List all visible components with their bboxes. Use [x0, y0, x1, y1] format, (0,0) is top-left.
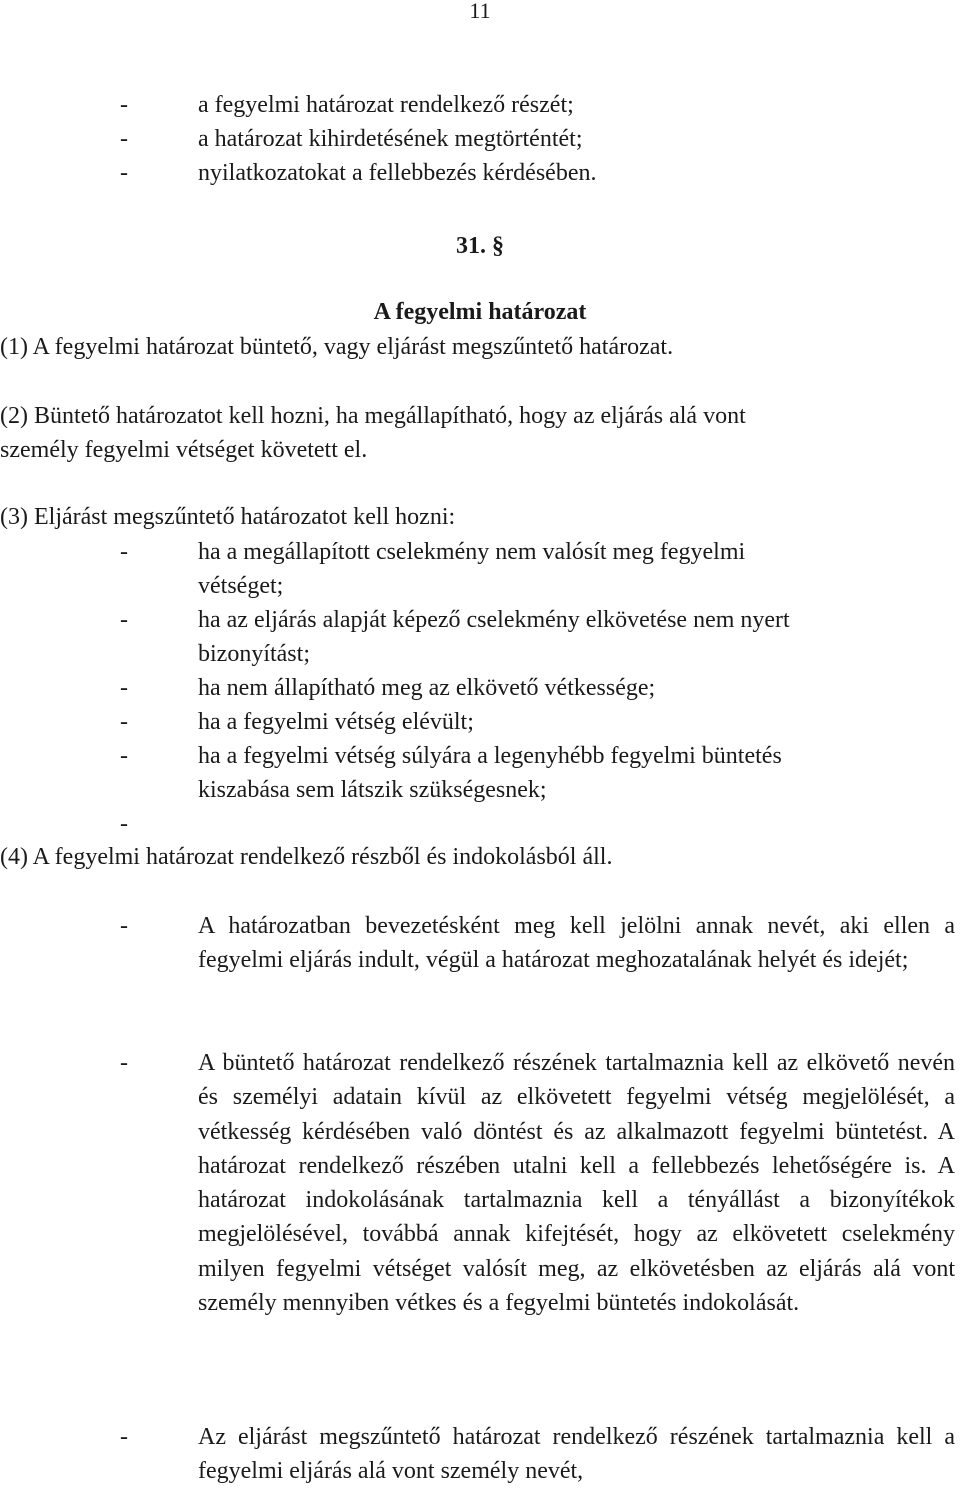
list-item-line: ha a fegyelmi vétség elévült; — [198, 709, 474, 735]
list-item-line: ha a megállapított cselekmény nem valósít meg fegyelmi — [198, 539, 746, 565]
list-item-line: ha az eljárás alapját képező cselekmény elkövetése nem nyert — [198, 607, 790, 633]
list-item-line: ha a fegyelmi vétség súlyára a legenyhébb fegyelmi büntetés — [198, 743, 782, 769]
list-item-block: Az eljárást megszűntető határozat rendelkező részének tartalmaznia kell a fegyelmi eljárás alá vont személy nevét, — [198, 1424, 955, 1485]
list-dash: - — [120, 1050, 128, 1076]
list-dash: - — [120, 1424, 128, 1450]
section-title: A fegyelmi határozat — [373, 299, 587, 325]
paragraph-2-line-1: (2) Büntető határozatot kell hozni, ha megállapítható, hogy az eljárás alá vont — [0, 403, 746, 429]
section-number: 31. § — [456, 233, 504, 259]
list-dash: - — [120, 92, 128, 118]
list-dash: - — [120, 709, 128, 735]
list-dash: - — [120, 539, 128, 565]
list-dash: - — [120, 607, 128, 633]
list-item-block: A határozatban bevezetésként meg kell jelölni annak nevét, aki ellen a fegyelmi eljárás indult, végül a határozat meghozatalának helyét és idejét; — [198, 913, 955, 974]
paragraph-1: (1) A fegyelmi határozat büntető, vagy eljárást megszűntető határozat. — [0, 334, 674, 360]
list-dash: - — [120, 675, 128, 701]
list-item-line: bizonyítást; — [198, 641, 310, 667]
paragraph-3-intro: (3) Eljárást megszűntető határozatot kell hozni: — [0, 504, 456, 530]
list-item-line: vétséget; — [198, 573, 284, 599]
page-number: 11 — [469, 0, 491, 23]
list-dash-empty: - — [120, 811, 128, 837]
paragraph-2-line-2: személy fegyelmi vétséget követett el. — [0, 437, 368, 463]
list-item: a határozat kihirdetésének megtörténtét; — [198, 126, 583, 152]
paragraph-4: (4) A fegyelmi határozat rendelkező részből és indokolásból áll. — [0, 844, 613, 870]
list-item: a fegyelmi határozat rendelkező részét; — [198, 92, 574, 118]
list-dash: - — [120, 126, 128, 152]
list-item: nyilatkozatokat a fellebbezés kérdésében. — [198, 160, 597, 186]
list-dash: - — [120, 913, 128, 939]
list-item-line: ha nem állapítható meg az elkövető vétkessége; — [198, 675, 656, 701]
list-dash: - — [120, 160, 128, 186]
list-dash: - — [120, 743, 128, 769]
list-item-block: A büntető határozat rendelkező részének tartalmaznia kell az elkövető nevén és személyi adatain kívül az elkövetett fegyelmi vétség megjelölését, a vétkesség kérdésében való döntést és az alkalmazott fegyelmi büntetést. A határozat rendelkező részében utalni kell a fellebbezés lehetőségére is. A határozat indokolásának tartalmaznia kell a tényállást a bizonyítékok megjelölésével, továbbá annak kifejtését, hogy az elkövetett cselekmény milyen fegyelmi vétséget valósít meg, az elkövetésben az eljárás alá vont személy mennyiben vétkes és a fegyelmi büntetés indokolását. — [198, 1050, 955, 1317]
list-item-line: kiszabása sem látszik szükségesnek; — [198, 777, 547, 803]
